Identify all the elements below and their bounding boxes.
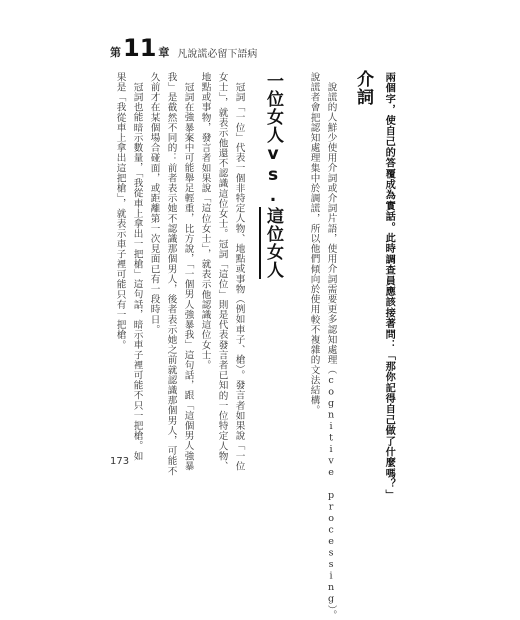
- running-header: [110, 26, 257, 60]
- body-line: 我」是截然不同的：前者表示她不認識那個男人，後者表示她之前就認識那個男人，可能不: [165, 72, 177, 476]
- body-line: 果是「我從車上拿出這把槍」，就表示車子裡可能只有一把槍。: [114, 72, 126, 350]
- heading-underlined: 這位女人: [263, 207, 283, 279]
- page-number: 173: [110, 456, 130, 467]
- body-line: 冠詞也能暗示數量，「我從車上拿出一把槍」這句話，暗示車子裡可能不只一把槍。如: [131, 82, 143, 461]
- section-heading-articles: [264, 72, 281, 279]
- heading-prefix: 一位女人vs.: [263, 72, 283, 207]
- section-heading-prepositions: 介詞: [353, 70, 373, 106]
- chapter-title: 凡說謊必留下語病: [177, 49, 258, 60]
- body-line: 地點或事物，發言者如果說「這位女士」，就表示他認識這位女士。: [199, 72, 211, 371]
- body-line: 冠詞在強暴案中可能舉足輕重，比方說，「一個男人強暴我」這句話，跟「這個男人強暴: [182, 82, 194, 472]
- body-line: 冠詞「一位」代表一個非特定人物、地點或事物（例如車子、槍）。發言者如果說「一位: [233, 82, 245, 472]
- chapter-prefix: 第: [110, 46, 121, 59]
- chapter-suffix: 章: [158, 46, 170, 59]
- body-line: 女士」，就表示他還不認識這位女士。冠詞「這位」則是代表發言者已知的一位特定人物、: [216, 72, 228, 472]
- lead-line: 兩個字，使自己的答覆成為實話。此時調查員應該接著問：「那你記得自己做了什麼嗎？」: [383, 72, 395, 500]
- body-line: 說謊的人鮮少使用介詞或介詞片語，使用介詞需要更多認知處理（cognitive processing）。: [325, 82, 337, 620]
- body-line: 說謊者會把認知處理集中於調謊，所以他們傾向於使用較不複雜的文法結構。: [308, 72, 320, 416]
- chapter-number: 11: [123, 34, 157, 62]
- body-line: 久前才在某個場合碰面，或距離第一次見面已有一段時日。: [148, 72, 160, 335]
